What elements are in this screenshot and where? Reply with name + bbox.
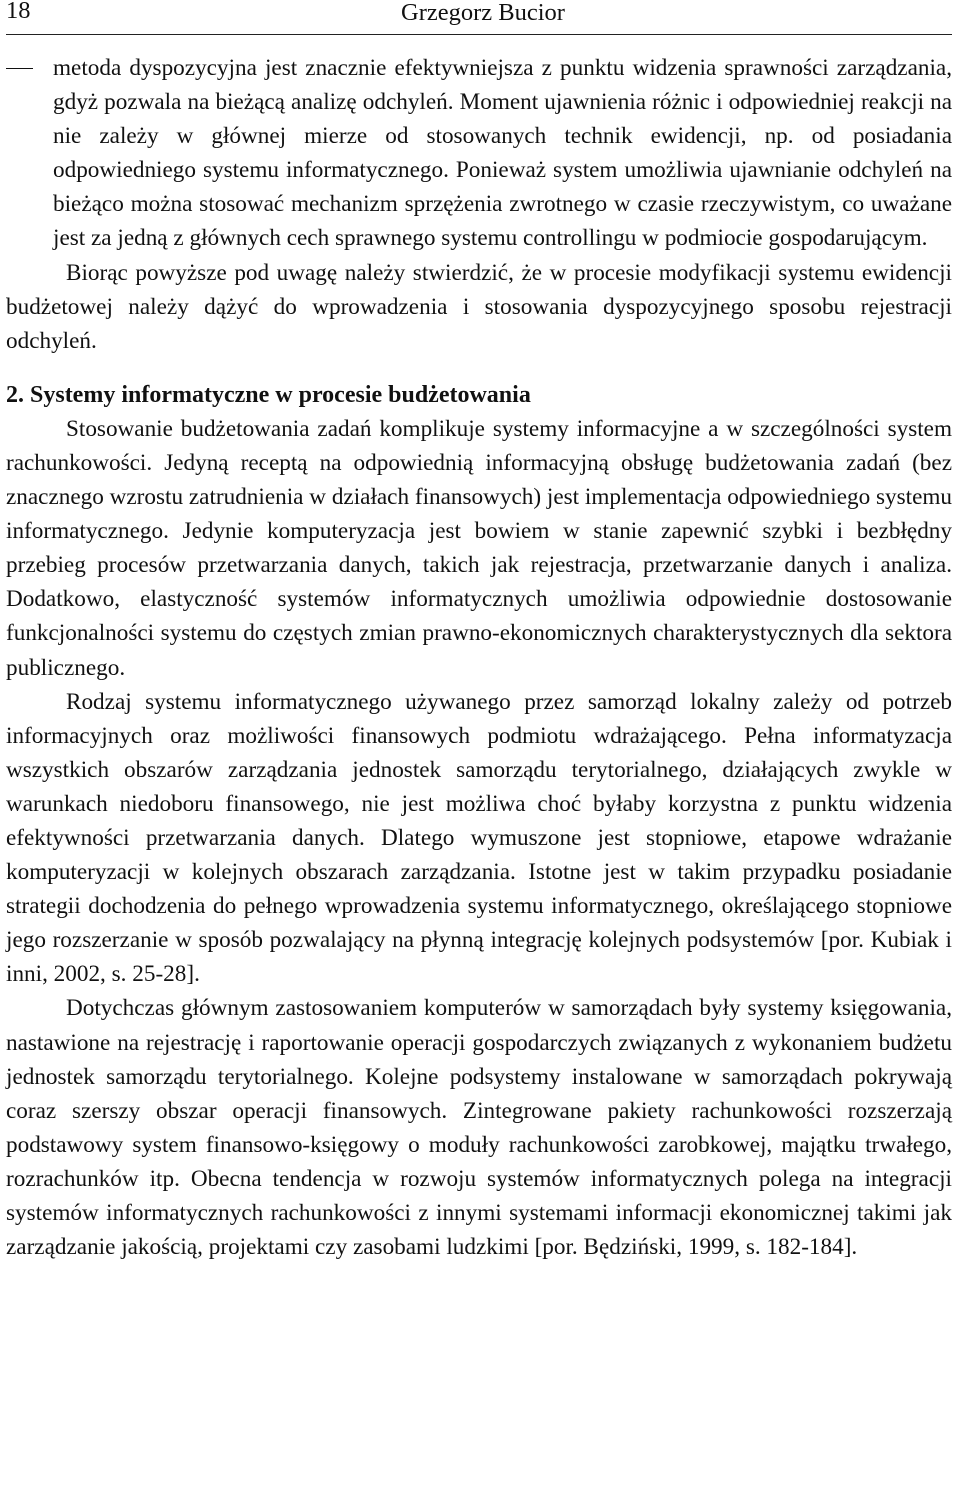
running-head: Grzegorz Bucior (401, 0, 565, 26)
body-text (6, 51, 952, 1264)
bullet-text: metoda dyspozycyjna jest znacznie efektywniejsza z punktu widzenia sprawności zarządzania, gdyż pozwala na bieżącą analizę odchyleń. Moment ujawnienia różnic i odpowiedniej reakcji na nie zależy w głównej mierze od stosowanych technik ewidencji, np. od posiadania odpowiedniego systemu informatycznego. Ponieważ system umożliwia ujawnianie odchyleń na bieżąco można stosować mechanizm sprzężenia zwrotnego w czasie rzeczywistym, co uważane jest za jedną z głównych cech sprawnego systemu controllingu w podmiocie gospodarującym. (53, 55, 952, 252)
page-number: 18 (6, 0, 31, 24)
bullet-item (6, 51, 952, 256)
paragraph-intro: Biorąc powyższe pod uwagę należy stwierdzić, że w procesie modyfikacji systemu ewidencji budżetowej należy dążyć do wprowadzenia i stosowania dyspozycyjnego sposobu rejestracji odchyleń. (6, 259, 952, 354)
paragraph-3: Dotychczas głównym zastosowaniem komputerów w samorządach były systemy księgowania, nastawione na rejestrację i raportowanie operacji gospodarczych związanych z wykonaniem budżetu jednostek samorządu terytorialnego. Kolejne podsystemy instalowane w samorządach pokrywają coraz szerszy obszar operacji finansowych. Zintegrowane pakiety rachunkowości rozszerzają podstawowy system finansowo-księgowy o moduły rachunkowości zarobkowej, majątku trwałego, rozrachunków itp. Obecna tendencja w rozwoju systemów informatycznych polega na integracji systemów informatycznych rachunkowości z innymi systemami informacji ekonomicznej takimi jak zarządzanie jakością, projektami czy zasobami ludzkimi [por. Będziński, 1999, s. 182-184]. (6, 995, 952, 1261)
page-header (6, 0, 952, 35)
paragraph-2: Rodzaj systemu informatycznego używanego przez samorząd lokalny zależy od potrzeb informacyjnych oraz możliwości finansowych podmiotu wdrażającego. Pełna informatyzacja wszystkich obszarów zarządzania jednostek samorządu terytorialnego, działających zwykle w warunkach niedoboru finansowego, nie jest możliwa choć byłaby korzystna z punktu widzenia efektywności przetwarzania danych. Dlatego wymuszone jest stopniowe, etapowe wdrażanie komputeryzacji w kolejnych obszarach zarządzania. Istotne jest w takim przypadku posiadanie strategii dochodzenia do pełnego wprowadzenia systemu informatycznego, określającego stopniowe jego rozszerzanie w sposób pozwalający na płynną integrację kolejnych podsystemów [por. Kubiak i inni, 2002, s. 25-28]. (6, 688, 952, 988)
paragraph-1: Stosowanie budżetowania zadań komplikuje systemy informacyjne a w szczególności system rachunkowości. Jedyną receptą na odpowiednią informacyjną obsługę budżetowania zadań (bez znacznego wzrostu zatrudnienia w działach finansowych) jest implementacja odpowiedniego systemu informatycznego. Jedynie komputeryzacja jest bowiem w stanie zapewnić szybki i bezbłędny przebieg procesów przetwarzania danych, takich jak rejestracja, przetwarzanie danych i analiza. Dodatkowo, elastyczność systemów informatycznych umożliwia odpowiednie dostosowanie funkcjonalności systemu do częstych zmian prawno-ekonomicznych charakterystycznych dla sektora publicznego. (6, 415, 952, 681)
section-title: 2. Systemy informatyczne w procesie budżetowania (6, 381, 531, 408)
document-page (6, 0, 952, 1264)
